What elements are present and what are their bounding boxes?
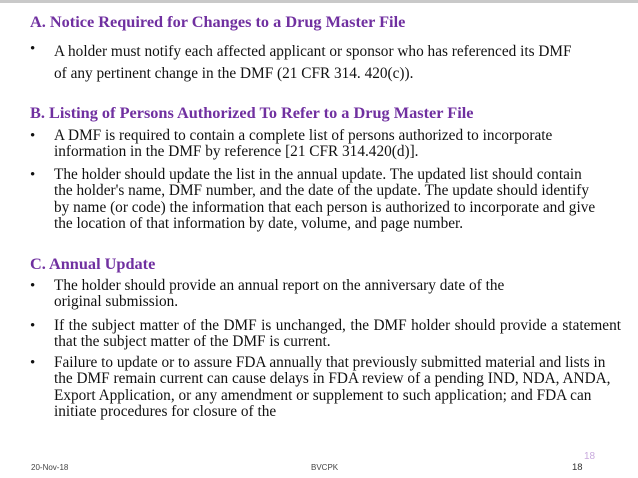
section-a-heading: A. Notice Required for Changes to a Drug Master File: [30, 12, 406, 31]
bullet-text: Failure to update or to assure FDA annually that previously submitted material and lists in the DMF remain current can cause delays in FDA review of a pending IND, NDA, ANDA, Export Application, or any amendment or supplement to such application; and FDA can initiate procedures for closure of the: [54, 354, 611, 421]
bullet-text: A DMF is required to contain a complete list of persons authorized to incorporate information in the DMF by reference [21 CFR 314.420(d)].: [54, 127, 553, 161]
bullet-text: If the subject matter of the DMF is unchanged, the DMF holder should provide a statement that the subject matter of the DMF is current.: [54, 317, 621, 351]
list-item: [30, 355, 626, 421]
section-b-heading: B. Listing of Persons Authorized To Refer to a Drug Master File: [30, 103, 474, 122]
bullet-text: The holder should provide an annual report on the anniversary date of the original submission.: [54, 277, 505, 311]
footer-page-number: 18: [572, 462, 583, 473]
top-rule: [0, 0, 638, 3]
bullet-icon: •: [30, 167, 36, 183]
list-item: [30, 278, 626, 311]
list-item: [30, 167, 626, 233]
bullet-icon: •: [30, 318, 36, 334]
slide-footer: [0, 450, 638, 478]
footer-center-text: BVCPK: [311, 463, 339, 472]
bullet-text: A holder must notify each affected applicant or sponsor who has referenced its DMF of any pertinent change in the DMF (21 CFR 314. 420(c)).: [54, 43, 572, 82]
footer-date: 20-Nov-18: [31, 463, 69, 472]
list-item: [30, 318, 626, 351]
bullet-icon: •: [30, 278, 36, 294]
bullet-icon: •: [30, 355, 36, 371]
bullet-icon: •: [30, 41, 36, 57]
bullet-icon: •: [30, 128, 36, 144]
bullet-text: The holder should update the list in the annual update. The updated list should contain the holder's name, DMF number, and the date of the update. The update should identify by name (or code) the information that each person is authorized to incorporate and give the location of that information by date, volume, and page number.: [54, 166, 596, 233]
list-item: [30, 41, 626, 85]
section-c-heading: C. Annual Update: [30, 254, 156, 273]
slide-number-watermark: 18: [584, 451, 596, 462]
list-item: [30, 128, 626, 161]
